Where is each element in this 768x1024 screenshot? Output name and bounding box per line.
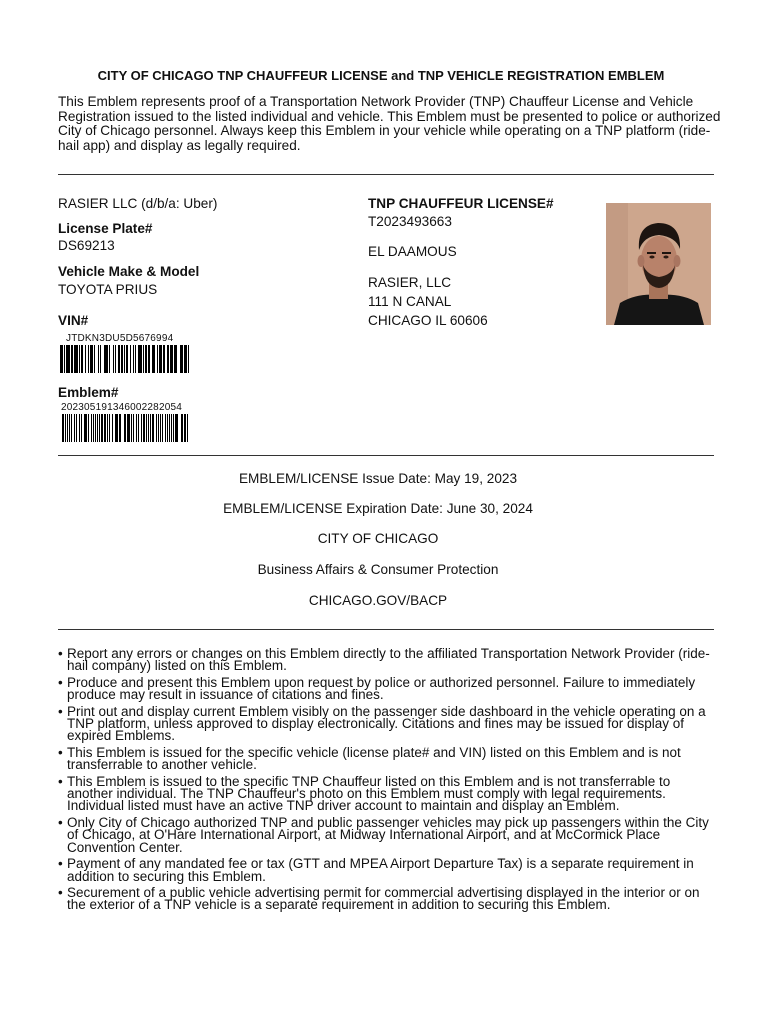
list-item: • Payment of any mandated fee or tax (GTT and MPEA Airport Departure Tax) is a separate requirement in addition to securing this Emblem. [58,856,694,884]
list-item: • Report any errors or changes on this Emblem directly to the affiliated Transportation Network Provider (ride-hail company) listed on this Emblem. [58,646,710,674]
barcode-bar [187,414,188,442]
list-item: • This Emblem is issued to the specific TNP Chauffeur listed on this Emblem and is not transferrable to another individual. The TNP Chauffeur's photo on this Emblem must comply with legal requirements. Individual listed must have an active TNP driver account to maintain and display an Emblem. [58,773,671,814]
address-line-2: CHICAGO IL 60606 [368,313,488,328]
list-item: • Print out and display current Emblem visibly on the passenger side dashboard in the vehicle operating on a TNP platform, unless approved to display electronically. Citations and fines may be issued for display of expired Emblems. [58,703,706,744]
intro-paragraph: This Emblem represents proof of a Transportation Network Provider (TNP) Chauffeur License and Vehicle Registration issued to the listed individual and vehicle. This Emblem must be presented to police or authorized City of Chicago personnel. Always keep this Emblem in your vehicle while operating on a TNP platform (ride-hail app) and display as legally required. [58,94,721,153]
license-number: T2023493663 [368,214,452,229]
company-name: RASIER, LLC [368,275,452,290]
department-name: Business Affairs & Consumer Protection [257,562,499,577]
document-title: CITY OF CHICAGO TNP CHAUFFEUR LICENSE and TNP VEHICLE REGISTRATION EMBLEM [97,68,665,83]
plate-label: License Plate# [58,221,153,236]
emblem-barcode [62,414,188,442]
issue-date: EMBLEM/LICENSE Issue Date: May 19, 2023 [238,471,518,486]
emblem-number: 20230519134600228205​4 [61,402,182,413]
vin-label: VIN# [58,313,89,328]
portrait-icon [606,203,711,325]
provider-name: RASIER LLC (d/b/a: Uber) [58,196,218,211]
department-url: CHICAGO.GOV/BACP [308,593,448,608]
vin-barcode [60,345,190,373]
make-label: Vehicle Make & Model [58,264,200,279]
chauffeur-photo [606,203,711,325]
plate-number: DS69213 [58,238,115,253]
divider [58,174,714,175]
vin-value: JTDKN3DU5D5676994 [66,333,174,344]
address-line-1: 111 N CANAL [368,294,452,309]
chauffeur-name: EL DAAMOUS [368,244,457,259]
city-name: CITY OF CHICAGO [317,531,439,546]
list-item: • Produce and present this Emblem upon request by police or authorized personnel. Failure to immediately produce may result in issuance of citations and fines. [58,674,696,703]
make-value: TOYOTA PRIUS [58,282,158,297]
list-item: • Only City of Chicago authorized TNP and public passenger vehicles may pick up passengers within the City of Chicago, at O'Hare International Airport, at Midway International Airport, and at McCormick Place Convention Center. [58,814,709,855]
barcode-bar [188,345,189,373]
rules-list [58,648,718,916]
expiration-date: EMBLEM/LICENSE Expiration Date: June 30, 2024 [223,501,533,516]
divider [58,455,714,456]
license-label: TNP CHAUFFEUR LICENSE# [368,196,554,211]
list-item: • This Emblem is issued for the specific vehicle (license plate# and VIN) listed on this Emblem and is not transferrable to another vehicle. [58,744,681,773]
list-item: • Securement of a public vehicle advertising permit for commercial advertising displayed in the interior or on the exterior of a TNP vehicle is a separate requirement in addition to securing this Emblem. [58,884,700,913]
divider [58,629,714,630]
emblem-label: Emblem# [58,385,119,400]
